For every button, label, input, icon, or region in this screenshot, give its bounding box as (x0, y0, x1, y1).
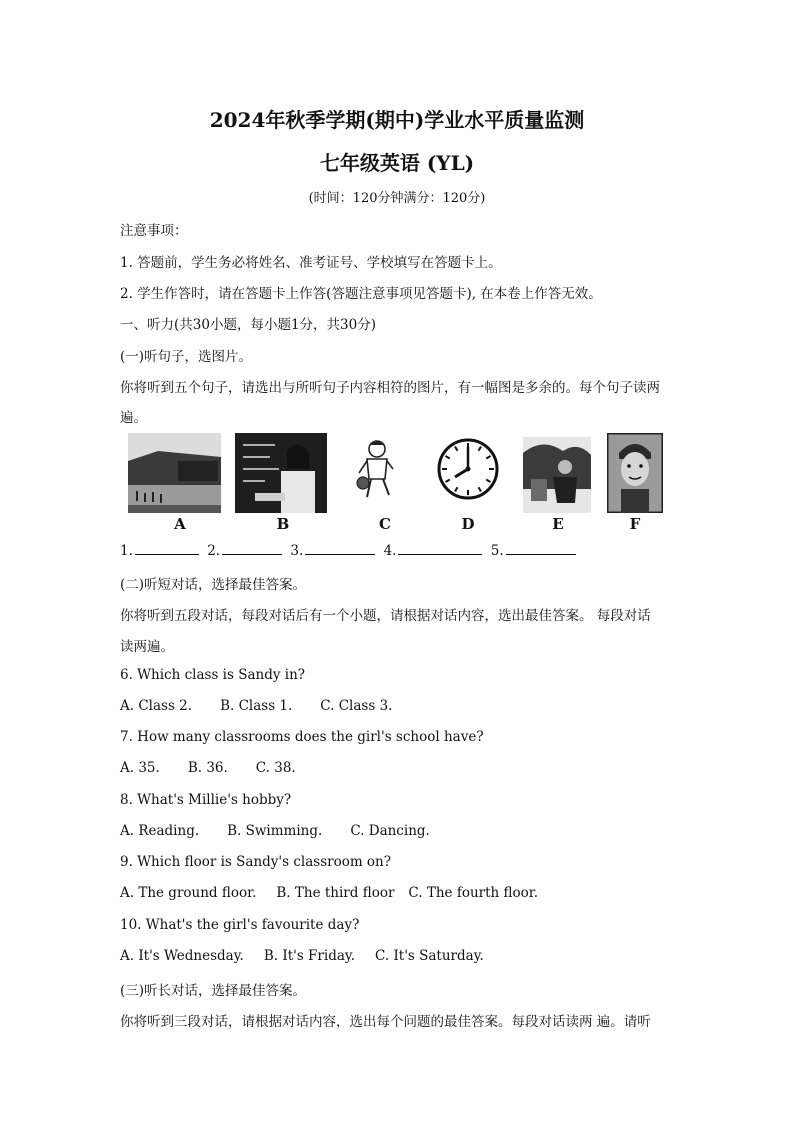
part3-instructions: 你将听到三段对话，请根据对话内容，选出每个问题的最佳答案。每段对话读两 遍。请听 (120, 1014, 651, 1030)
question-7-options (120, 760, 324, 776)
picture-e-scene (523, 433, 591, 513)
option-6b[interactable]: B. Class 1. (220, 698, 293, 714)
question-7: 7. How many classrooms does the girl's school have? (120, 729, 484, 745)
option-8a[interactable]: A. Reading. (120, 823, 200, 839)
picture-d-clock (435, 433, 501, 513)
blank-label-3: 3. (290, 543, 304, 559)
part2-instructions-cont: 读两遍。 (120, 639, 174, 655)
option-8c[interactable]: C. Dancing. (350, 823, 430, 839)
part1-instructions: 你将听到五个句子，请选出与所听句子内容相符的图片，有一幅图是多余的。每个句子读两 (120, 380, 660, 396)
answer-blank-3[interactable] (305, 542, 375, 555)
question-6: 6. Which class is Sandy in? (120, 667, 306, 683)
blank-label-1: 1. (120, 543, 133, 559)
picture-label-a: A (174, 515, 186, 533)
part2-instructions: 你将听到五段对话，每段对话后有一个小题，请根据对话内容，选出最佳答案。 每段对话 (120, 608, 651, 624)
part1-instructions-cont: 遍。 (120, 410, 147, 426)
question-9: 9. Which floor is Sandy's classroom on? (120, 854, 391, 870)
picture-b-teacher (235, 433, 327, 513)
part1-heading: (一)听句子，选图片。 (120, 349, 253, 365)
option-7a[interactable]: A. 35. (120, 760, 160, 776)
answer-blanks (120, 542, 580, 559)
option-10c[interactable]: C. It's Saturday. (375, 948, 484, 964)
blank-label-4: 4. (383, 543, 397, 559)
picture-label-e: E (552, 515, 564, 533)
picture-label-d: D (461, 515, 475, 533)
option-10b[interactable]: B. It's Friday. (263, 948, 356, 964)
picture-f-portrait (607, 433, 663, 513)
picture-label-b: B (276, 515, 290, 533)
question-8-options (120, 823, 458, 839)
part3-heading: (三)听长对话，选择最佳答案。 (120, 983, 307, 999)
picture-options (125, 433, 670, 533)
option-7c[interactable]: C. 38. (255, 760, 296, 776)
exam-info: (时间：120分钟满分：120分) (308, 191, 486, 206)
option-10a[interactable]: A. It's Wednesday. (120, 948, 244, 964)
option-9a[interactable]: A. The ground floor. (120, 885, 257, 901)
exam-subtitle: 七年级英语 (YL) (319, 151, 475, 175)
picture-label-f: F (629, 515, 641, 533)
option-9b[interactable]: B. The third floor (276, 885, 395, 901)
question-9-options (120, 885, 566, 901)
answer-blank-2[interactable] (222, 542, 282, 555)
picture-label-c: C (379, 515, 391, 533)
answer-blank-5[interactable] (506, 542, 576, 555)
answer-blank-1[interactable] (135, 542, 199, 555)
option-8b[interactable]: B. Swimming. (227, 823, 323, 839)
option-7b[interactable]: B. 36. (187, 760, 228, 776)
question-10: 10. What's the girl's favourite day? (120, 917, 360, 933)
option-9c[interactable]: C. The fourth floor. (408, 885, 539, 901)
exam-title: 2024年秋季学期(期中)学业水平质量监测 (209, 108, 585, 132)
answer-blank-4[interactable] (398, 542, 482, 555)
question-8: 8. What's Millie's hobby? (120, 792, 292, 808)
blank-label-5: 5. (490, 543, 504, 559)
part2-heading: (二)听短对话，选择最佳答案。 (120, 577, 307, 593)
question-6-options (120, 698, 420, 714)
option-6c[interactable]: C. Class 3. (320, 698, 393, 714)
question-10-options (120, 948, 512, 964)
picture-c-basketball (353, 433, 398, 513)
option-6a[interactable]: A. Class 2. (120, 698, 193, 714)
blank-label-2: 2. (207, 543, 221, 559)
picture-a-campus (128, 433, 221, 513)
note-item-1: 1. 答题前，学生务必将姓名、准考证号、学校填写在答题卡上。 (120, 255, 502, 271)
notes-heading: 注意事项： (120, 223, 188, 239)
section-heading: 一、听力(共30小题，每小题1分，共30分) (120, 317, 376, 333)
note-item-2: 2. 学生作答时，请在答题卡上作答(答题注意事项见答题卡), 在本卷上作答无效。 (120, 286, 602, 302)
